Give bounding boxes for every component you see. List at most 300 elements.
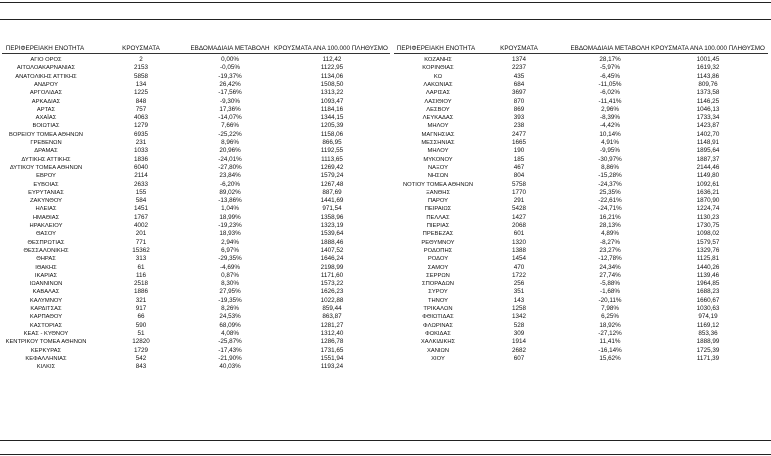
region-cell: ΒΟΡΕΙΟΥ ΤΟΜΕΑ ΑΘΗΝΩΝ	[9, 131, 83, 138]
weekly-change-cell: -6,45%	[600, 72, 620, 80]
cases-cell: 870	[513, 97, 525, 105]
table-row	[0, 305, 771, 313]
region-cell: ΣΥΡΟΥ	[428, 289, 448, 296]
header-weekly-change-left: ΕΒΔΟΜΑΔΙΑΙΑ ΜΕΤΑΒΟΛΗ	[190, 45, 270, 52]
weekly-change-cell: 40,03%	[219, 363, 241, 371]
per-100k-cell: 1730,75	[696, 222, 720, 229]
weekly-change-cell: 4,89%	[601, 230, 619, 238]
per-100k-cell: 1224,74	[696, 205, 720, 213]
weekly-change-cell: 25,35%	[599, 188, 621, 196]
region-cell: ΙΩΑΝΝΙΝΩΝ	[29, 281, 63, 288]
weekly-change-cell: -25,22%	[218, 130, 242, 138]
region-cell: ΡΟΔΟΥ	[427, 256, 449, 263]
header-weekly-change-right: ΕΒΔΟΜΑΔΙΑΙΑ ΜΕΤΑΒΟΛΗ	[570, 45, 650, 52]
per-100k-cell: 1139,46	[696, 271, 720, 279]
weekly-change-cell: 0,00%	[221, 56, 239, 63]
region-cell: ΑΓΙΟ ΟΡΟΣ	[30, 57, 62, 63]
cases-cell: 5428	[511, 205, 526, 213]
cases-cell: 201	[135, 230, 147, 238]
per-100k-cell: 1092,61	[696, 180, 720, 188]
cases-cell: 2	[139, 56, 143, 63]
cases-cell: 66	[137, 313, 145, 321]
table-row	[0, 64, 771, 72]
per-100k-cell: 1636,21	[696, 188, 720, 196]
weekly-change-cell: 27,95%	[219, 288, 241, 296]
cases-cell: 313	[135, 255, 147, 263]
region-cell: ΕΥΒΟΙΑΣ	[33, 181, 59, 188]
cases-cell: 1767	[133, 213, 148, 221]
region-cell: ΝΗΣΩΝ	[427, 173, 449, 180]
table-row	[0, 89, 771, 97]
per-100k-cell: 1143,86	[696, 72, 720, 80]
region-cell: ΑΝΑΤΟΛΙΚΗΣ ΑΤΤΙΚΗΣ	[15, 73, 77, 80]
weekly-change-cell: -5,97%	[600, 64, 620, 72]
cases-cell: 6040	[133, 163, 148, 171]
region-cell: ΧΑΝΙΩΝ	[426, 347, 450, 354]
weekly-change-cell: 8,26%	[221, 305, 239, 312]
per-100k-cell: 1269,42	[320, 163, 344, 171]
region-cell: ΠΕΙΡΑΙΩΣ	[424, 206, 452, 213]
region-cell: ΗΜΑΘΙΑΣ	[32, 214, 60, 221]
per-100k-cell: 1046,13	[696, 105, 720, 113]
cases-cell: 757	[135, 105, 147, 113]
header-per-100k-right: ΚΡΟΥΣΜΑΤΑ ΑΝΑ 100.000 ΠΛΗΘΥΣΜΟ	[651, 45, 765, 52]
weekly-change-cell: 68,09%	[219, 321, 241, 329]
region-cell: ΜΕΣΣΗΝΙΑΣ	[421, 140, 455, 146]
region-cell: ΛΑΡΙΣΑΣ	[425, 90, 451, 97]
cases-cell: 2114	[134, 172, 148, 180]
cases-cell: 804	[513, 172, 525, 180]
table-row	[0, 322, 771, 330]
per-100k-cell: 1323,19	[320, 222, 344, 229]
cases-cell: 1770	[511, 188, 526, 196]
weekly-change-cell: -9,30%	[220, 97, 240, 105]
per-100k-cell: 1169,12	[696, 321, 720, 329]
region-cell: ΚΕΝΤΡΙΚΟΥ ΤΟΜΕΑ ΑΘΗΝΩΝ	[5, 339, 87, 346]
region-cell: ΣΑΜΟΥ	[427, 264, 449, 271]
cases-cell: 1258	[511, 305, 526, 312]
region-cell: ΙΘΑΚΗΣ	[35, 264, 57, 271]
region-cell: ΘΕΣΣΑΛΟΝΙΚΗΣ	[23, 247, 69, 254]
cases-cell: 2237	[511, 64, 526, 72]
per-100k-cell: 1373,58	[696, 89, 720, 97]
cases-cell: 155	[135, 188, 147, 196]
table-row	[0, 355, 771, 363]
weekly-change-cell: 4,08%	[221, 329, 239, 337]
region-cell: ΚΙΛΚΙΣ	[36, 364, 56, 371]
per-100k-cell: 1146,25	[696, 97, 720, 105]
cases-cell: 869	[513, 105, 525, 113]
per-100k-cell: 1093,47	[320, 97, 344, 105]
table-row	[0, 363, 771, 371]
per-100k-cell: 1508,50	[320, 80, 344, 88]
region-cell: ΑΡΓΟΛΙΔΑΣ	[29, 90, 63, 97]
region-cell: ΓΡΕΒΕΝΩΝ	[30, 140, 62, 146]
region-cell: ΛΑΣΙΘΙΟΥ	[424, 98, 452, 105]
region-cell: ΑΧΑΪΑΣ	[35, 115, 57, 122]
cases-cell: 1886	[133, 288, 148, 296]
region-cell: ΚΕΦΑΛΛΗΝΙΑΣ	[25, 355, 67, 362]
region-cell: ΞΑΝΘΗΣ	[425, 189, 451, 196]
region-cell: ΑΝΔΡΟΥ	[34, 81, 58, 88]
per-100k-cell: 1579,57	[696, 238, 720, 246]
table-row	[0, 181, 771, 189]
weekly-change-cell: -29,35%	[218, 255, 242, 263]
weekly-change-cell: 26,42%	[219, 80, 241, 88]
per-100k-cell: 1579,24	[320, 172, 344, 180]
weekly-change-cell: -19,37%	[218, 72, 242, 80]
table-row	[0, 73, 771, 81]
weekly-change-cell: -17,43%	[218, 346, 242, 354]
weekly-change-cell: -6,20%	[220, 180, 240, 188]
cases-cell: 5858	[133, 72, 148, 80]
weekly-change-cell: -24,01%	[218, 155, 242, 163]
region-cell: ΤΗΝΟΥ	[427, 297, 449, 304]
region-cell: ΧΑΛΚΙΔΙΚΗΣ	[420, 339, 456, 346]
cases-cell: 393	[513, 114, 525, 122]
cases-cell: 1914	[511, 338, 526, 346]
per-100k-cell: 1286,78	[320, 338, 344, 346]
table-row	[0, 139, 771, 147]
cases-cell: 1388	[511, 246, 526, 254]
cases-cell: 3697	[511, 89, 526, 97]
table-row	[0, 313, 771, 321]
cases-cell: 351	[513, 288, 525, 296]
weekly-change-cell: 7,66%	[221, 122, 239, 130]
region-cell: ΒΟΙΩΤΙΑΣ	[32, 123, 60, 130]
region-cell: ΚΩ	[433, 73, 443, 80]
weekly-change-cell: -11,05%	[598, 80, 622, 88]
per-100k-cell: 1402,70	[696, 130, 720, 138]
weekly-change-cell: -5,88%	[600, 280, 620, 288]
weekly-change-cell: -6,02%	[600, 89, 620, 97]
weekly-change-cell: -19,35%	[218, 296, 242, 304]
weekly-change-cell: -11,41%	[598, 97, 622, 105]
cases-cell: 116	[135, 271, 147, 279]
region-cell: ΚΑΣΤΟΡΙΑΣ	[29, 322, 63, 329]
cases-cell: 848	[135, 97, 147, 105]
region-cell: ΔΡΑΜΑΣ	[34, 148, 58, 155]
region-cell: ΦΘΙΩΤΙΔΑΣ	[422, 314, 454, 321]
table-row	[0, 222, 771, 230]
header-cases-right: ΚΡΟΥΣΜΑΤΑ	[500, 45, 538, 52]
weekly-change-cell: -24,71%	[598, 205, 622, 213]
per-100k-cell: 1312,40	[320, 329, 344, 337]
weekly-change-cell: 2,94%	[221, 238, 239, 246]
table-row	[0, 338, 771, 346]
weekly-change-cell: -25,87%	[218, 338, 242, 346]
per-100k-cell: 1267,48	[320, 180, 344, 188]
weekly-change-cell: -24,37%	[598, 180, 622, 188]
cases-cell: 470	[513, 263, 525, 271]
per-100k-cell: 2198,99	[320, 263, 344, 271]
header-underline-left	[2, 53, 390, 54]
per-100k-cell: 887,69	[322, 188, 342, 196]
per-100k-cell: 974,19	[698, 313, 718, 321]
bottom-rule-1	[0, 440, 771, 441]
weekly-change-cell: -4,69%	[220, 263, 240, 271]
weekly-change-cell: -9,95%	[600, 147, 620, 155]
table-row	[0, 330, 771, 338]
per-100k-cell: 112,42	[322, 56, 342, 63]
weekly-change-cell: 18,93%	[219, 230, 241, 238]
region-cell: ΑΡΤΑΣ	[36, 106, 56, 113]
weekly-change-cell: 4,91%	[601, 139, 619, 146]
region-cell: ΡΕΘΥΜΝΟΥ	[421, 239, 455, 246]
table-row	[0, 106, 771, 114]
cases-cell: 584	[135, 197, 147, 205]
region-cell: ΘΑΣΟΥ	[35, 231, 57, 238]
cases-cell: 185	[513, 155, 525, 163]
region-cell: ΝΟΤΙΟΥ ΤΟΜΕΑ ΑΘΗΝΩΝ	[402, 181, 474, 188]
weekly-change-cell: -1,68%	[600, 288, 620, 296]
table-row	[0, 131, 771, 139]
region-cell: ΛΑΚΩΝΙΑΣ	[423, 81, 453, 88]
table-row	[0, 164, 771, 172]
cases-cell: 238	[513, 122, 525, 130]
cases-cell: 1427	[511, 213, 526, 221]
per-100k-cell: 1407,52	[320, 246, 344, 254]
weekly-change-cell: 10,14%	[599, 130, 621, 138]
weekly-change-cell: 15,62%	[599, 354, 621, 362]
weekly-change-cell: 18,99%	[219, 213, 241, 221]
per-100k-cell: 809,76	[698, 80, 718, 88]
weekly-change-cell: -22,61%	[598, 197, 622, 205]
weekly-change-cell: -19,23%	[218, 222, 242, 229]
table-row	[0, 255, 771, 263]
cases-cell: 1665	[511, 139, 526, 146]
per-100k-cell: 853,36	[698, 329, 718, 337]
per-100k-cell: 1870,90	[696, 197, 720, 205]
per-100k-cell: 1887,37	[696, 155, 720, 163]
cases-cell: 2477	[511, 130, 526, 138]
weekly-change-cell: 20,96%	[219, 147, 241, 155]
weekly-change-cell: 2,96%	[601, 105, 619, 113]
per-100k-cell: 1551,94	[320, 354, 344, 362]
cases-cell: 2633	[133, 180, 148, 188]
cases-cell: 4063	[133, 114, 148, 122]
region-cell: ΜΥΚΟΝΟΥ	[423, 156, 453, 163]
region-cell: ΤΡΙΚΑΛΩΝ	[423, 306, 453, 312]
region-cell: ΔΥΤΙΚΟΥ ΤΟΜΕΑ ΑΘΗΝΩΝ	[9, 164, 83, 171]
header-region-left: ΠΕΡΙΦΕΡΕΙΑΚΗ ΕΝΟΤΗΤΑ	[5, 45, 85, 52]
table-row	[0, 205, 771, 213]
region-cell: ΜΗΛΟΥ	[427, 148, 449, 155]
per-100k-cell: 1205,39	[320, 122, 344, 130]
table-row	[0, 172, 771, 180]
cases-cell: 2068	[511, 222, 526, 229]
table-row	[0, 197, 771, 205]
cases-cell: 684	[513, 80, 525, 88]
weekly-change-cell: -8,27%	[600, 238, 620, 246]
cases-cell: 1320	[511, 238, 526, 246]
cases-cell: 1722	[511, 271, 526, 279]
per-100k-cell: 1660,67	[696, 296, 720, 304]
region-cell: ΠΕΛΛΑΣ	[426, 214, 450, 221]
table-row	[0, 98, 771, 106]
cases-cell: 2518	[133, 280, 148, 288]
cases-cell: 6935	[133, 130, 148, 138]
cases-cell: 467	[513, 163, 525, 171]
cases-cell: 590	[135, 321, 147, 329]
per-100k-cell: 1313,22	[320, 89, 344, 97]
header-per-100k-left: ΚΡΟΥΣΜΑΤΑ ΑΝΑ 100.000 ΠΛΗΘΥΣΜΟ	[274, 45, 388, 52]
table-row	[0, 288, 771, 296]
per-100k-cell: 1130,23	[696, 213, 720, 221]
cases-cell: 771	[135, 238, 147, 246]
region-cell: ΚΑΡΔΙΤΣΑΣ	[30, 306, 62, 312]
table-row	[0, 272, 771, 280]
per-100k-cell: 2144,46	[696, 163, 720, 171]
table-row	[0, 280, 771, 288]
per-100k-cell: 1171,60	[320, 271, 344, 279]
per-100k-cell: 1441,69	[320, 197, 344, 205]
weekly-change-cell: 89,02%	[219, 188, 241, 196]
cases-cell: 1454	[511, 255, 526, 263]
region-cell: ΚΟΡΙΝΘΙΑΣ	[422, 65, 454, 72]
per-100k-cell: 1148,91	[696, 139, 720, 146]
header-region-right: ΠΕΡΙΦΕΡΕΙΑΚΗ ΕΝΟΤΗΤΑ	[396, 45, 476, 52]
per-100k-cell: 1895,64	[696, 147, 720, 155]
per-100k-cell: 1022,88	[320, 296, 344, 304]
per-100k-cell: 1171,39	[696, 354, 720, 362]
cases-cell: 309	[513, 329, 525, 337]
weekly-change-cell: 6,25%	[601, 313, 619, 321]
per-100k-cell: 1888,99	[696, 338, 720, 346]
cases-cell: 190	[513, 147, 525, 155]
weekly-change-cell: 24,53%	[219, 313, 241, 321]
cases-cell: 1836	[133, 155, 148, 163]
table-row	[0, 239, 771, 247]
cases-cell: 5758	[511, 180, 526, 188]
region-cell: ΑΡΚΑΔΙΑΣ	[31, 98, 61, 105]
cases-cell: 542	[135, 354, 147, 362]
per-100k-cell: 1329,76	[696, 246, 720, 254]
region-cell: ΘΗΡΑΣ	[36, 256, 56, 263]
weekly-change-cell: -4,42%	[600, 122, 620, 130]
region-cell: ΚΕΡΚΥΡΑΣ	[30, 347, 62, 354]
per-100k-cell: 1423,87	[696, 122, 720, 130]
cases-cell: 4002	[133, 222, 148, 229]
table-row	[0, 81, 771, 89]
cases-cell: 256	[513, 280, 525, 288]
weekly-change-cell: -17,56%	[218, 89, 242, 97]
per-100k-cell: 1733,34	[696, 114, 720, 122]
per-100k-cell: 1626,23	[320, 288, 344, 296]
region-cell: ΚΑΛΥΜΝΟΥ	[29, 297, 63, 304]
per-100k-cell: 1149,80	[696, 172, 720, 180]
cases-cell: 12820	[132, 338, 150, 346]
header-cases-left: ΚΡΟΥΣΜΑΤΑ	[122, 45, 160, 52]
per-100k-cell: 1192,55	[320, 147, 344, 155]
per-100k-cell: 1440,26	[696, 263, 720, 271]
weekly-change-cell: 1,04%	[221, 205, 239, 213]
region-cell: ΚΟΖΑΝΗΣ	[424, 57, 452, 63]
table-row	[0, 230, 771, 238]
cases-cell: 1033	[133, 147, 148, 155]
table-row	[0, 247, 771, 255]
cases-cell: 1374	[511, 56, 526, 63]
weekly-change-cell: -15,28%	[598, 172, 622, 180]
weekly-change-cell: 8,30%	[221, 280, 239, 288]
weekly-change-cell: 23,84%	[219, 172, 241, 180]
region-cell: ΛΕΣΒΟΥ	[426, 106, 450, 113]
cases-cell: 2153	[133, 64, 148, 72]
table-row	[0, 147, 771, 155]
weekly-change-cell: 24,34%	[599, 263, 621, 271]
region-cell: ΑΙΤΩΛΟΑΚΑΡΝΑΝΙΑΣ	[16, 65, 76, 72]
cases-cell: 843	[135, 363, 147, 371]
region-cell: ΚΑΡΠΑΘΟΥ	[29, 314, 63, 321]
region-cell: ΠΑΡΟΥ	[427, 198, 449, 205]
table-row	[0, 189, 771, 197]
per-100k-cell: 1646,24	[320, 255, 344, 263]
weekly-change-cell: -21,90%	[218, 354, 242, 362]
region-cell: ΙΚΑΡΙΑΣ	[34, 272, 58, 279]
cases-cell: 15362	[132, 246, 150, 254]
weekly-change-cell: -13,86%	[218, 197, 242, 205]
weekly-change-cell: -14,07%	[218, 114, 242, 122]
top-rule-2	[0, 19, 771, 20]
region-cell: ΝΑΞΟΥ	[427, 164, 448, 171]
header-underline-right	[394, 53, 768, 54]
per-100k-cell: 1888,46	[320, 238, 344, 246]
per-100k-cell: 1193,24	[320, 363, 344, 371]
weekly-change-cell: -12,78%	[598, 255, 622, 263]
region-cell: ΧΙΟΥ	[431, 355, 445, 362]
cases-cell: 143	[513, 296, 525, 304]
table-row	[0, 122, 771, 130]
cases-cell: 291	[513, 197, 525, 205]
region-cell: ΕΒΡΟΥ	[36, 173, 56, 180]
weekly-change-cell: -20,11%	[598, 296, 622, 304]
weekly-change-cell: 11,41%	[599, 338, 621, 346]
region-cell: ΡΟΔΟΠΗΣ	[423, 247, 453, 254]
table-row	[0, 347, 771, 355]
cases-cell: 51	[137, 329, 145, 337]
weekly-change-cell: 23,27%	[599, 246, 621, 254]
per-100k-cell: 1001,45	[696, 56, 720, 63]
region-cell: ΛΕΥΚΑΔΑΣ	[422, 115, 454, 122]
cases-cell: 231	[135, 139, 147, 146]
cases-cell: 61	[137, 263, 145, 271]
cases-cell: 917	[135, 305, 147, 312]
cases-cell: 321	[135, 296, 147, 304]
weekly-change-cell: -27,12%	[598, 329, 622, 337]
per-100k-cell: 1731,65	[320, 346, 344, 354]
region-cell: ΗΛΕΙΑΣ	[35, 206, 57, 213]
weekly-change-cell: -0,05%	[220, 64, 240, 72]
region-cell: ΣΕΡΡΩΝ	[426, 272, 450, 279]
weekly-change-cell: 17,36%	[219, 105, 241, 113]
cases-cell: 435	[513, 72, 525, 80]
weekly-change-cell: -30,97%	[598, 155, 622, 163]
per-100k-cell: 1539,64	[320, 230, 344, 238]
per-100k-cell: 1358,96	[320, 213, 344, 221]
table-row	[0, 56, 771, 64]
per-100k-cell: 866,95	[322, 139, 342, 146]
bottom-rule-2	[0, 454, 771, 455]
per-100k-cell: 1344,15	[320, 114, 344, 122]
per-100k-cell: 1113,65	[321, 155, 343, 163]
per-100k-cell: 1281,27	[320, 321, 344, 329]
region-cell: ΗΡΑΚΛΕΙΟΥ	[29, 223, 63, 229]
region-cell: ΣΠΟΡΑΔΩΝ	[422, 281, 454, 288]
per-100k-cell: 1030,63	[696, 305, 720, 312]
table-row	[0, 214, 771, 222]
cases-cell: 1451	[133, 205, 148, 213]
region-cell: ΠΙΕΡΙΑΣ	[426, 223, 450, 229]
